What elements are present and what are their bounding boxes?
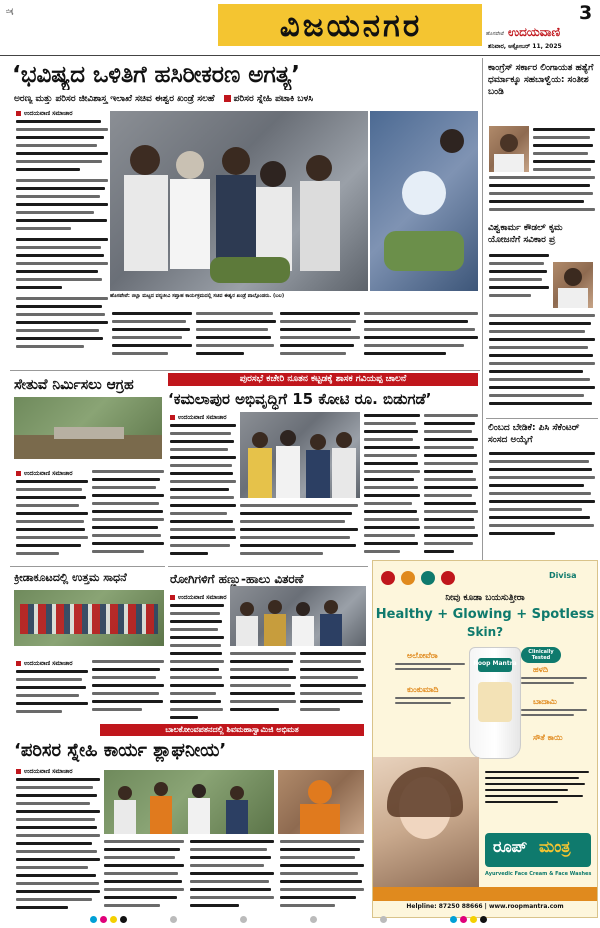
section-rule bbox=[168, 566, 368, 567]
ad-logo-box bbox=[485, 833, 591, 867]
fruits-body-col3 bbox=[300, 652, 366, 722]
section-title: ವಿಜಯನಗರ bbox=[279, 8, 423, 44]
bridge-title: ಸೇತುವೆ ನಿರ್ಮಿಸಲು ಆಗ್ರಹ bbox=[14, 377, 134, 393]
kamalapura-body-col1 bbox=[170, 424, 236, 560]
bullet-square bbox=[16, 769, 21, 774]
side-story3-title: ಲಿಂಬದ ಬೇಡಿಕೆ: ಪಿಸಿ ಸೆಕೆಂಟರ್ ಸಂಸದ ಅಯ್ಕೆಗೆ bbox=[488, 423, 580, 445]
bullet-square bbox=[16, 661, 21, 666]
lead-body-col1 bbox=[16, 120, 108, 364]
ad-tagline-en2: Skin? bbox=[466, 625, 504, 639]
side-story1-title: ಕಾಂಗ್ರೆಸ್ ಸರ್ಕಾರ ಲಿಂಗಾಯತ ಹತ್ಯೆಗೆ ಧರ್ಮಾಕ್ಕೂ ಸಹಬಾಳ್ವೆಯ: ಸಂತೀಶ ಬಂಡಿ bbox=[488, 63, 594, 97]
masthead-rule bbox=[0, 55, 600, 56]
ad-logo-kn1: ರೂಪ್ bbox=[493, 837, 528, 856]
side-story1-body-wide bbox=[489, 176, 595, 220]
side-story3-body bbox=[489, 452, 595, 552]
lead-body-col5 bbox=[364, 312, 478, 364]
ad-copy-block bbox=[485, 771, 589, 831]
bridge-byline: ಉದಯವಾಣಿ ಸಮಾಚಾರ bbox=[16, 470, 73, 478]
bridge-body-col2 bbox=[92, 470, 164, 566]
lead-photo-secondary bbox=[370, 111, 478, 291]
lead-deck-second: ಪರಿಸರ ಸ್ನೇಹಿ ಪಟಾಕಿ ಬಳಸಿ bbox=[233, 94, 314, 104]
lead-photo-main bbox=[110, 111, 368, 291]
side-story1-photo bbox=[489, 126, 529, 172]
side-story2-body bbox=[489, 254, 549, 310]
kamalapura-body-col3 bbox=[364, 414, 420, 560]
fruits-body-col1 bbox=[170, 604, 224, 722]
environment-kicker: ಬಾಲಕೋಂವಪತನದಲ್ಲಿ ಶಿವಮಹಾಸ್ವಾಮಿಜಿ ಅಭಿಮತ bbox=[100, 724, 364, 736]
bullet-square bbox=[170, 415, 175, 420]
ad-tagline-kn: ನೀವು ಕೂಡಾ ಬಯಸುತ್ತೀರಾ bbox=[445, 593, 525, 603]
bullet-square bbox=[170, 595, 175, 600]
kamalapura-kicker: ಪುರಸಭೆ ಕಚೇರಿ ನೂತನ ಕಟ್ಟಡಕ್ಕೆ ಶಾಸಕ ಗವಿಯಪ್ಪ ಚಾಲನೆ bbox=[168, 373, 478, 386]
sports-body-col1 bbox=[16, 670, 88, 722]
kamalapura-photo bbox=[240, 412, 360, 498]
fruits-photo bbox=[230, 586, 366, 646]
folio-left: ಬಿಕ್ಕೆ bbox=[6, 8, 14, 15]
bridge-body-col1 bbox=[16, 480, 88, 566]
lead-body-col4 bbox=[280, 312, 360, 364]
sports-byline: ಉದಯವಾಣಿ ಸಮಾಚಾರ bbox=[16, 660, 73, 668]
lead-deck bbox=[14, 94, 464, 104]
brand-name: ಉದಯವಾಣಿ bbox=[508, 25, 561, 39]
bullet-square bbox=[16, 111, 21, 116]
fruits-body-col2 bbox=[230, 652, 296, 722]
ad-product-tube bbox=[469, 647, 521, 759]
environment-photo bbox=[104, 770, 274, 834]
side-story2-title: ವಿಶ್ವಕಾರ್ಮ ಕೌಡಲ್ ಕೃಮ ಯೋಜನೆಗೆ ಸವಿಕಾರ ಪ್ರ bbox=[488, 223, 563, 245]
section-rule bbox=[10, 566, 165, 567]
ad-ingredient-1: ಅಲೋವೆರಾ bbox=[407, 651, 438, 660]
environment-body-col4 bbox=[280, 840, 364, 914]
bullet-square bbox=[224, 95, 231, 102]
sports-title: ಕ್ರೀಡಾಕೂಟದಲ್ಲಿ ಉತ್ತಮ ಸಾಧನೆ bbox=[14, 571, 127, 584]
ad-ingredient-6: ಸೌತೆ ಕಾಯಿ bbox=[533, 733, 563, 742]
kamalapura-body-col4 bbox=[424, 414, 478, 560]
advertisement[interactable] bbox=[372, 560, 598, 918]
ad-footer-strip bbox=[373, 887, 597, 901]
fruits-byline: ಉದಯವಾಣಿ ಸಮಾಚಾರ bbox=[170, 594, 227, 602]
bridge-photo bbox=[14, 397, 162, 459]
ad-model-photo bbox=[373, 757, 479, 887]
sports-photo bbox=[14, 590, 164, 646]
kamalapura-headline: ‘ಕಮಲಾಪುರ ಅಭಿವೃದ್ಧಿಗೆ 15 ಕೋಟಿ ರೂ. ಬಿಡುಗಡೆ’ bbox=[168, 390, 432, 408]
ad-logo-row bbox=[381, 569, 531, 587]
ad-ingredient-1-text bbox=[395, 663, 465, 670]
ad-logo-kn2: ಮಂತ್ರ bbox=[539, 837, 571, 856]
lead-deck-main: ಅರಣ್ಯ ಮತ್ತು ಪರಿಸರ ಜೀವಿಶಾಸ್ತ್ರ ಇಲಾಖೆ ಸಚಿವ ಈಶ್ವರ ಖಂಡ್ರೆ ಸಲಹೆ bbox=[14, 94, 215, 104]
ad-ingredient-2: ಕುಂಕುಮಾದಿ bbox=[407, 685, 439, 694]
side-rule bbox=[486, 418, 598, 419]
ad-badge: Clinically Tested bbox=[521, 647, 561, 663]
page-number: 3 bbox=[579, 2, 593, 24]
environment-body-col3 bbox=[190, 840, 274, 914]
environment-byline: ಉದಯವಾಣಿ ಸಮಾಚಾರ bbox=[16, 768, 73, 776]
lead-body-col2 bbox=[112, 312, 192, 364]
kamalapura-byline: ಉದಯವಾಣಿ ಸಮಾಚಾರ bbox=[170, 414, 227, 422]
lead-headline: ‘ಭವಿಷ್ಯದ ಒಳಿತಿಗೆ ಹಸಿರೀಕರಣ ಅಗತ್ಯ’ bbox=[12, 62, 300, 88]
brand-prefix: ಹೊಸಪೇಟೆ bbox=[486, 31, 504, 37]
ad-product-name: Roop Mantra bbox=[473, 660, 517, 667]
kamalapura-body-col2 bbox=[240, 504, 358, 560]
side-story2-body-wide bbox=[489, 314, 595, 414]
registration-marks bbox=[90, 916, 510, 924]
ad-tagline-en: Healthy + Glowing + Spotless bbox=[375, 607, 595, 622]
ad-ingredient-2-text bbox=[395, 697, 465, 704]
environment-body-col1 bbox=[16, 778, 100, 914]
ad-helpline[interactable]: Helpline: 87250 88666 | www.roopmantra.com bbox=[406, 903, 564, 910]
environment-photo-2 bbox=[278, 770, 364, 834]
environment-headline: ‘ಪರಿಸರ ಸ್ನೇಹಿ ಕಾರ್ಯ ಶ್ಲಾಘನೀಯ’ bbox=[14, 740, 227, 761]
side-story2-photo bbox=[553, 262, 593, 308]
bullet-square bbox=[16, 471, 21, 476]
environment-body-col2 bbox=[104, 840, 184, 914]
lead-caption: ಹೊಸಪೇಟೆ: ಜಿಲ್ಲಾ ಮಟ್ಟದ ವನ್ಯಜೀವಿ ಸಪ್ತಾಹ ಕಾರ್ಯಕ್ರಮದಲ್ಲಿ ಸಚಿವ ಈಶ್ವರ ಖಂಡ್ರೆ ಪಾಲ್ಗೊಂಡರು. (ಬಲ) bbox=[110, 293, 285, 299]
fruits-title: ರೋಗಿಗಳಿಗೆ ಹಣ್ಣು-ಹಾಲು ವಿತರಣೆ bbox=[170, 572, 304, 586]
ad-ingredient-3-text bbox=[521, 677, 587, 684]
date-line: ಶನಿವಾರ, ಅಕ್ಟೋಬರ್ 11, 2025 bbox=[488, 43, 562, 50]
ad-ingredient-3: ಹಳದಿ bbox=[533, 665, 549, 674]
lead-body-col3 bbox=[196, 312, 276, 364]
ad-ingredient-4: ಬಾದಾಮಿ bbox=[533, 697, 557, 706]
lead-byline: ಉದಯವಾಣಿ ಸಮಾಚಾರ bbox=[16, 110, 73, 118]
section-rule bbox=[10, 370, 480, 371]
ad-footer: Ayurvedic Face Cream & Face Washes bbox=[485, 871, 592, 877]
sports-body-col2 bbox=[92, 660, 164, 722]
ad-brand-corner: Divisa bbox=[549, 571, 577, 580]
ad-ingredient-4-text bbox=[521, 709, 587, 716]
